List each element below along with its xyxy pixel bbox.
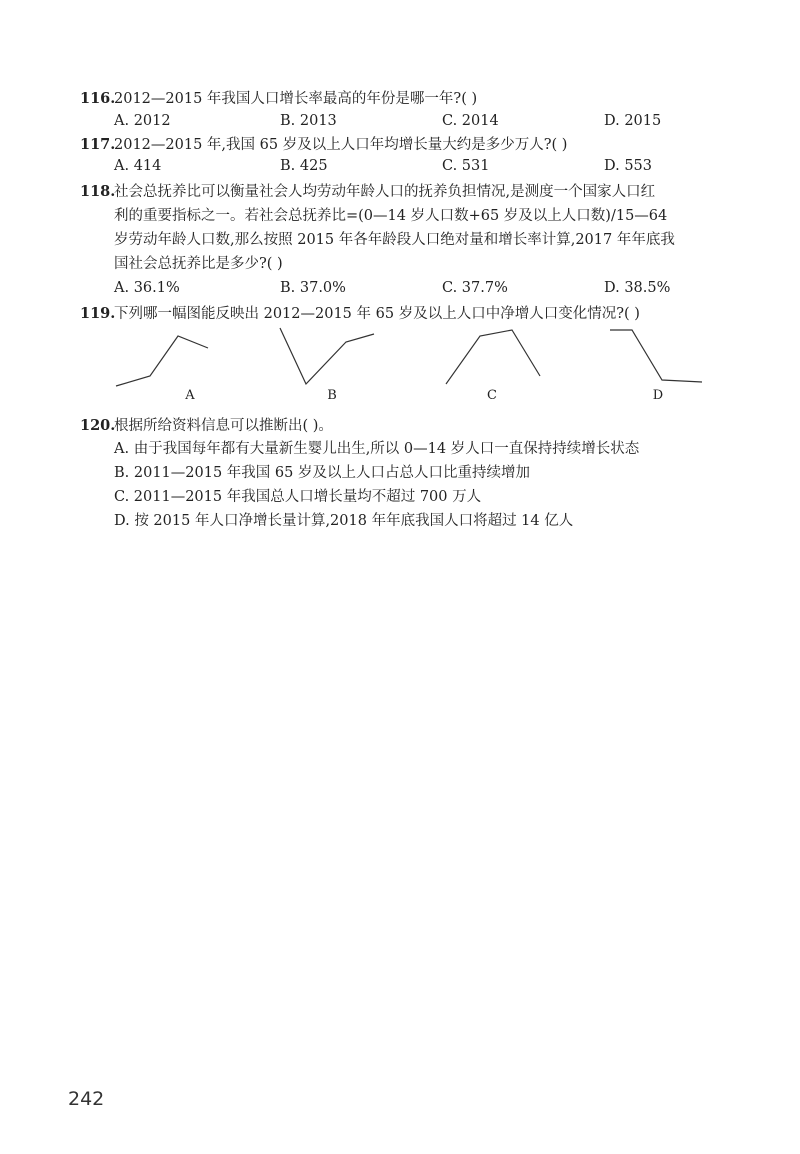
question-117: [80, 133, 720, 157]
answer-blank: ( ): [551, 137, 568, 153]
option-b: B. 2011—2015 年我国 65 岁及以上人口占总人口比重持续增加: [114, 465, 530, 481]
question-number: 116.: [80, 90, 116, 107]
figure-a-line: [112, 326, 212, 388]
figure-b-line: [276, 326, 376, 388]
option-c: C. 531: [442, 158, 490, 174]
option-c: C. 2014: [442, 113, 499, 129]
question-stem: 2012—2015 年,我国 65 岁及以上人口年均增长量大约是多少万人?: [114, 137, 552, 153]
figure-d: [606, 326, 706, 388]
question-number: 119.: [80, 305, 116, 322]
option-d: D. 553: [604, 158, 653, 174]
figure-d-label: D: [652, 388, 664, 403]
question-stem: 2012—2015 年我国人口增长率最高的年份是哪一年?: [114, 91, 462, 107]
figure-a: [112, 326, 212, 388]
option-d: D. 38.5%: [604, 280, 671, 296]
options-116: [114, 113, 714, 135]
page-number: 242: [68, 1088, 105, 1110]
option-a: A. 2012: [114, 113, 171, 129]
options-120: [114, 437, 734, 533]
question-stem-line-1: 社会总抚养比可以衡量社会人均劳动年龄人口的抚养负担情况,是测度一个国家人口红: [114, 184, 656, 200]
answer-blank: ( ): [461, 91, 478, 107]
options-117: [114, 158, 714, 180]
figure-c-line: [442, 326, 542, 388]
option-a: A. 由于我国每年都有大量新生婴儿出生,所以 0—14 岁人口一直保持持续增长状态: [114, 441, 640, 457]
option-c: C. 2011—2015 年我国总人口增长量均不超过 700 万人: [114, 489, 482, 505]
question-stem-line-2: 利的重要指标之一。若社会总抚养比=(0—14 岁人口数+65 岁及以上人口数)/15—64: [114, 208, 668, 224]
question-119: [80, 302, 720, 326]
question-120: [80, 414, 720, 438]
figure-d-line: [606, 326, 706, 388]
answer-blank: ( ): [266, 256, 283, 272]
option-b: B. 425: [280, 158, 328, 174]
option-a: A. 36.1%: [114, 280, 180, 296]
question-stem-line-4: 国社会总抚养比是多少?: [114, 256, 267, 272]
option-d: D. 按 2015 年人口净增长量计算,2018 年年底我国人口将超过 14 亿人: [114, 513, 574, 529]
option-d: D. 2015: [604, 113, 662, 129]
option-b: B. 2013: [280, 113, 337, 129]
figure-a-label: A: [185, 388, 195, 403]
question-116: [80, 87, 720, 111]
figure-c-label: C: [487, 388, 497, 403]
question-stem: 根据所给资料信息可以推断出: [114, 418, 303, 434]
question-118: [80, 180, 720, 276]
options-118: [114, 280, 714, 302]
answer-blank: ( )。: [302, 418, 333, 434]
question-number: 120.: [80, 417, 116, 434]
question-number: 117.: [80, 136, 116, 153]
question-stem: 下列哪一幅图能反映出 2012—2015 年 65 岁及以上人口中净增人口变化情况?: [114, 306, 624, 322]
option-a: A. 414: [114, 158, 162, 174]
question-number: 118.: [80, 183, 116, 200]
answer-blank: ( ): [623, 306, 640, 322]
figure-b: [276, 326, 376, 388]
question-stem-line-3: 岁劳动年龄人口数,那么按照 2015 年各年龄段人口绝对量和增长率计算,2017 年年底我: [114, 232, 675, 248]
option-b: B. 37.0%: [280, 280, 346, 296]
trend-figures: [112, 326, 712, 406]
figure-c: [442, 326, 542, 388]
figure-b-label: B: [327, 388, 337, 403]
option-c: C. 37.7%: [442, 280, 508, 296]
